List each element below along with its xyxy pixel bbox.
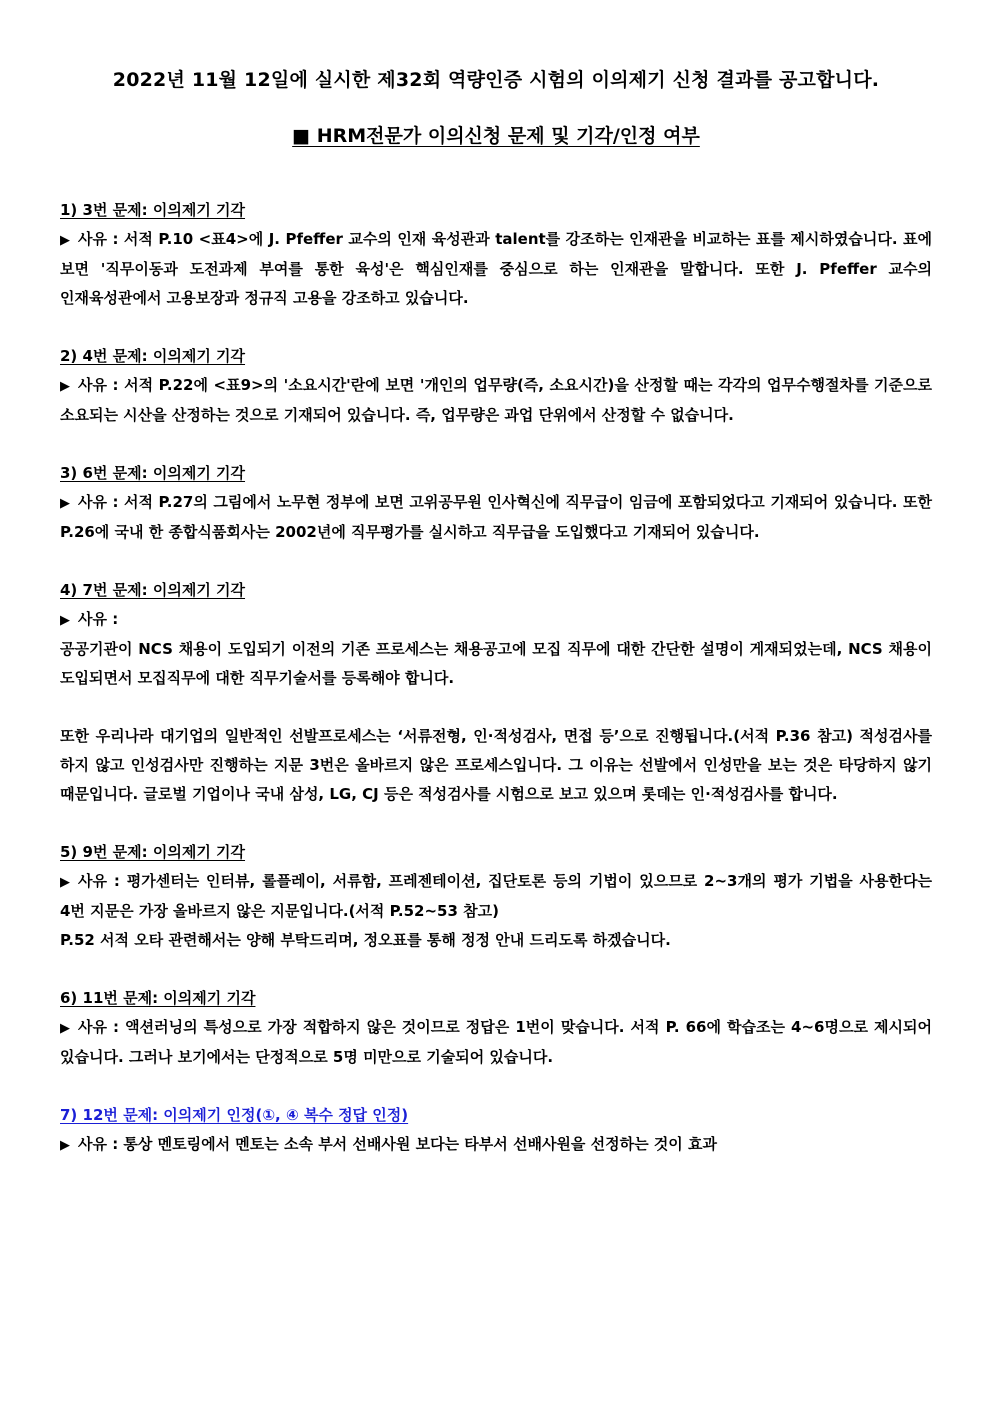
triangle-bullet-icon: ▶ [60, 233, 70, 248]
objection-title-text: 3) 6번 문제: 이의제기 기각 [60, 464, 246, 482]
triangle-bullet-icon: ▶ [60, 379, 70, 394]
objection-reason [60, 1013, 932, 1072]
objection-title-text: 6) 11번 문제: 이의제기 기각 [60, 989, 256, 1007]
objection-item-q11 [60, 984, 932, 1072]
triangle-bullet-icon: ▶ [60, 496, 70, 511]
objection-title [60, 196, 932, 225]
reason-paragraph: 공공기관이 NCS 채용이 도입되기 이전의 기존 프로세스는 채용공고에 모집 직무에 대한 간단한 설명이 게재되었는데, NCS 채용이 도입되면서 모집직무에 대한 직무기술서를 등록해야 합니다. [60, 640, 932, 687]
objection-list [60, 196, 932, 1160]
objection-title [60, 342, 932, 371]
objection-item-q12 [60, 1101, 932, 1160]
objection-reason [60, 225, 932, 313]
objection-title-text: 2) 4번 문제: 이의제기 기각 [60, 347, 246, 365]
objection-title-text: 5) 9번 문제: 이의제기 기각 [60, 843, 246, 861]
objection-title-accepted [60, 1101, 932, 1130]
objection-reason [60, 605, 932, 635]
objection-title-text: 4) 7번 문제: 이의제기 기각 [60, 581, 246, 599]
triangle-bullet-icon: ▶ [60, 1138, 70, 1153]
reason-text: 사유 : 서적 P.27의 그림에서 노무현 정부에 보면 고위공무원 인사혁신에 직무급이 임금에 포함되었다고 기재되어 있습니다. 또한 P.26에 국내 한 종합식품회사는 2002년에 직무평가를 실시하고 직무급을 도입했다고 기재되어 있습니다. [60, 493, 932, 541]
section-heading [60, 118, 932, 154]
reason-text: 사유 : 액션러닝의 특성으로 가장 적합하지 않은 것이므로 정답은 1번이 맞습니다. 서적 P. 66에 학습조는 4~6명으로 제시되어 있습니다. 그러나 보기에서는 단정적으로 5명 미만으로 기술되어 있습니다. [60, 1018, 932, 1066]
objection-title-text: 1) 3번 문제: 이의제기 기각 [60, 201, 246, 219]
triangle-bullet-icon: ▶ [60, 875, 70, 890]
objection-title [60, 984, 932, 1013]
triangle-bullet-icon: ▶ [60, 1021, 70, 1036]
reason-paragraph: 또한 우리나라 대기업의 일반적인 선발프로세스는 ‘서류전형, 인·적성검사, 면접 등’으로 진행됩니다.(서적 P.36 참고) 적성검사를 하지 않고 인성검사만 진행하는 지문 3번은 올바르지 않은 프로세스입니다. 그 이유는 선발에서 인성만을 보는 것은 타당하지 않기 때문입니다. 글로벌 기업이나 국내 삼성, LG, CJ 등은 적성검사를 시험으로 보고 있으며 롯데는 인·적성검사를 합니다. [60, 727, 932, 803]
objection-item-q7 [60, 576, 932, 809]
objection-reason [60, 867, 932, 926]
reason-text: 사유 : 서적 P.22에 <표9>의 '소요시간'란에 보면 '개인의 업무량(즉, 소요시간)을 산정할 때는 각각의 업무수행절차를 기준으로 소요되는 시산을 산정하는 것으로 기재되어 있습니다. 즉, 업무량은 과업 단위에서 산정할 수 없습니다. [60, 376, 932, 424]
objection-reason [60, 371, 932, 430]
reason-text: 사유 : [78, 610, 119, 628]
objection-title [60, 459, 932, 488]
reason-text: 사유 : 서적 P.10 <표4>에 J. Pfeffer 교수의 인재 육성관과 talent를 강조하는 인재관을 비교하는 표를 제시하였습니다. 표에 보면 '직무이동과 도전과제 부여를 통한 육성'은 핵심인재를 중심으로 하는 인재관을 말합니다. 또한 J. Pfeffer 교수의 인재육성관에서 고용보장과 정규직 고용을 강조하고 있습니다. [60, 230, 932, 307]
objection-item-q6 [60, 459, 932, 547]
objection-item-q4 [60, 342, 932, 430]
section-heading-text: ■ HRM전문가 이의신청 문제 및 기각/인정 여부 [292, 125, 700, 147]
objection-reason [60, 488, 932, 547]
objection-reason [60, 1130, 932, 1160]
objection-item-q3 [60, 196, 932, 313]
page-title: 2022년 11월 12일에 실시한 제32회 역량인증 시험의 이의제기 신청 결과를 공고합니다. [112, 69, 880, 91]
reason-text: 사유 : 평가센터는 인터뷰, 롤플레이, 서류함, 프레젠테이션, 집단토론 등의 기법이 있으므로 2~3개의 평가 기법을 사용한다는 4번 지문은 가장 올바르지 않은 지문입니다.(서적 P.52~53 참고) [60, 872, 932, 920]
reason-paragraph: P.52 서적 오타 관련해서는 양해 부탁드리며, 정오표를 통해 정정 안내 드리도록 하겠습니다. [60, 931, 671, 949]
objection-item-q9 [60, 838, 932, 955]
objection-title [60, 838, 932, 867]
objection-title-text: 7) 12번 문제: 이의제기 인정(①, ④ 복수 정답 인정) [60, 1106, 409, 1124]
reason-text: 사유 : 통상 멘토링에서 멘토는 소속 부서 선배사원 보다는 타부서 선배사원을 선정하는 것이 효과 [78, 1135, 718, 1153]
objection-title [60, 576, 932, 605]
triangle-bullet-icon: ▶ [60, 613, 70, 628]
